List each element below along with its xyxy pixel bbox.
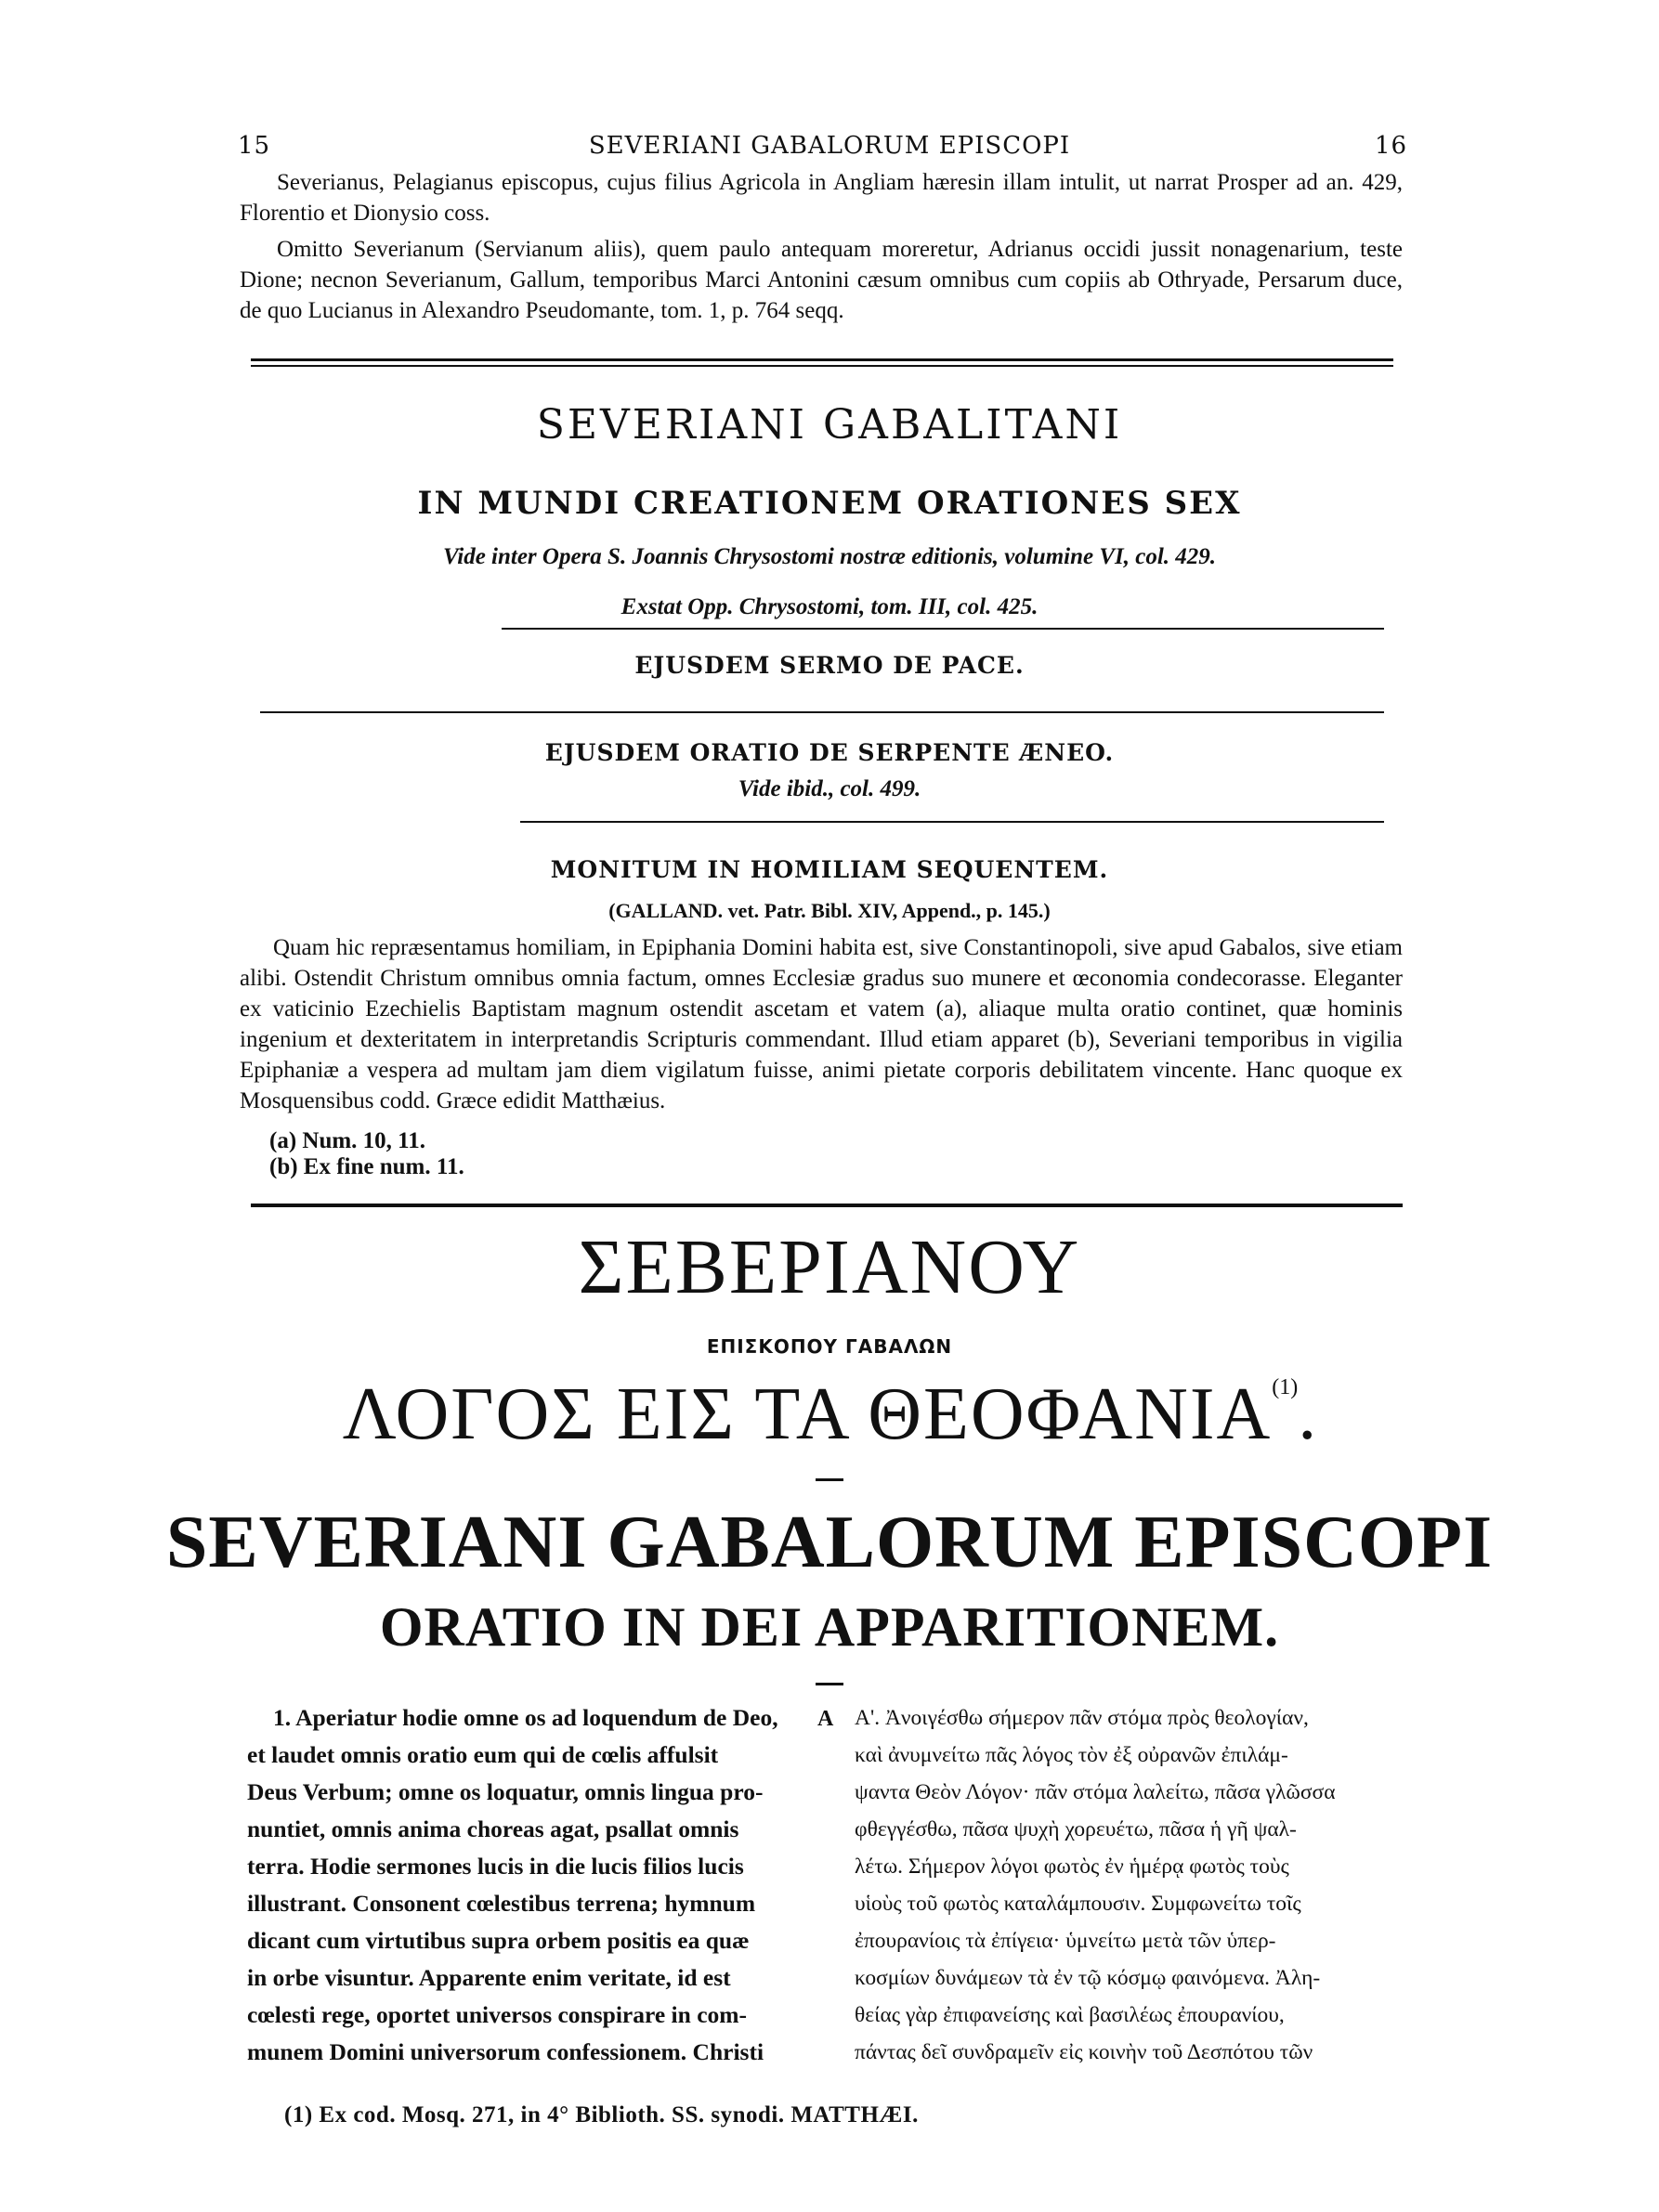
serpente-title: EJUSDEM ORATIO DE SERPENTE ÆNEO. [544, 739, 1115, 766]
greek-line: Α'. Ἀνοιγέσθω σήμερον πᾶν στόμα πρὸς θεολογίαν, [855, 1706, 1309, 1730]
greek-line: θείας γὰρ ἐπιφανείσης καὶ βασιλέως ἐπουρανίου, [855, 2003, 1285, 2027]
greek-column [855, 1699, 1403, 2071]
greek-line: λέτω. Σήμερον λόγοι φωτὸς ἐν ἡμέρᾳ φωτὸς τοὺς [855, 1854, 1289, 1879]
intro-paragraph-2: Omitto Severianum (Servianum aliis), quem paulo antequam moreretur, Adrianus occidi jussit nonagenarium, teste Dione; necnon Severianum, Gallum, temporibus Marci Antonini cæsum omnibus cum copiis ab Othryade, Persarum duce, de quo Lucianus in Alexandro Pseudomante, tom. 1, p. 764 seqq. [240, 237, 1403, 323]
monitum-note-b: (b) Ex fine num. 11. [269, 1154, 464, 1179]
latin-line: 1. Aperiatur hodie omne os ad loquendum de Deo, [273, 1704, 778, 1731]
page-number-right: 16 [1375, 132, 1408, 160]
rule-2 [260, 711, 1384, 713]
greek-see: ΕΠΙΣΚΟΠΟΥ ΓΑΒΑΛΩΝ [706, 1335, 953, 1358]
monitum-title: MONITUM IN HOMILIAM SEQUENTEM. [550, 856, 1109, 883]
double-rule-top-second [251, 365, 1393, 367]
footnote: (1) Ex cod. Mosq. 271, in 4° Biblioth. SS. synodi. MATTHÆI. [284, 2102, 919, 2127]
latin-line: illustrant. Consonent cœlestibus terrena; hymnum [247, 1890, 756, 1917]
monitum-text: Quam hic repræsentamus homiliam, in Epiphania Domini habita est, sive Constantinopoli, sive apud Gabalos, sive etiam alibi. Ostendit Christum omnibus omnia factum, omnes Ecclesiæ gradus suo munere et œconomia condecorasse. Eleganter ex vaticinio Ezechielis Baptistam magnum ostendit ascetam et vatem (a), aliaque multa oratio continet, quæ hominis ingenium et dexteritatem in interpretandis Scripturis commendant. Illud etiam apparet (b), Severiani temporibus in vigilia Epiphaniæ a vespera ad multam jam diem vigilatum fuisse, animi pietate corporis debilitatem vincente. Hanc quoque ex Mosquensibus codd. Græce edidit Matthæius. [240, 935, 1403, 1113]
greek-line: κοσμίων δυνάμεων τὰ ἐν τῷ κόσμῳ φαινόμενα. Ἀλη- [855, 1966, 1321, 1990]
rule-1 [502, 628, 1384, 630]
latin-line: et laudet omnis oratio eum qui de cœlis affulsit [247, 1741, 719, 1768]
dash-1 [816, 1478, 843, 1481]
title-exstat: Exstat Opp. Chrysostomi, tom. III, col. 425. [620, 594, 1039, 619]
serpente-vide: Vide ibid., col. 499. [738, 776, 921, 801]
latin-line: nuntiet, omnis anima choreas agat, psallat omnis [247, 1815, 739, 1842]
monitum-note-a: (a) Num. 10, 11. [269, 1128, 426, 1153]
greek-oration-wrap [0, 1373, 1659, 1457]
latin-line: dicant cum virtutibus supra orbem positis ea quæ [247, 1927, 750, 1954]
latin-line: munem Domini universorum confessionem. Christi [247, 2038, 764, 2065]
dash-2 [816, 1683, 843, 1685]
latin-line: cœlesti rege, oportet universos conspirare in com- [247, 2001, 747, 2028]
running-title: SEVERIANI GABALORUM EPISCOPI [588, 132, 1071, 160]
sermo-de-pace: EJUSDEM SERMO DE PACE. [634, 652, 1025, 679]
latin-line: in orbe visuntur. Apparente enim veritate, id est [247, 1964, 731, 1991]
greek-line: πάντας δεῖ συνδραμεῖν εἰς κοινὴν τοῦ Δεσπότου τῶν [855, 2040, 1313, 2064]
greek-footnote-mark: (1) [1272, 1375, 1299, 1399]
greek-line: υἱοὺς τοῦ φωτὸς καταλάμπουσιν. Συμφωνείτω τοῖς [855, 1892, 1301, 1916]
monitum-source: (GALLAND. vet. Patr. Bibl. XIV, Append., p. 145.) [608, 899, 1051, 922]
latin-title-line-1: SEVERIANI GABALORUM EPISCOPI [165, 1502, 1494, 1583]
greek-line: ἐπουρανίοις τὰ ἐπίγεια· ὑμνείτω μετὰ τῶν ὑπερ- [855, 1929, 1276, 1953]
greek-oration: ΛΟΓΟΣ ΕΙΣ ΤΑ ΘΕΟΦΑΝΙΑ [342, 1373, 1273, 1455]
title-vide: Vide inter Opera S. Joannis Chrysostomi nostræ editionis, volumine VI, col. 429. [442, 544, 1217, 569]
rule-3 [520, 821, 1384, 823]
greek-line: ψαντα Θεὸν Λόγον· πᾶν στόμα λαλείτω, πᾶσα γλῶσσα [855, 1780, 1336, 1804]
title-line-2: IN MUNDI CREATIONEM ORATIONES SEX [417, 485, 1242, 522]
latin-line: terra. Hodie sermones lucis in die lucis filios lucis [247, 1853, 744, 1880]
greek-line: φθεγγέσθω, πᾶσα ψυχὴ χορευέτω, πᾶσα ἡ γῆ ψαλ- [855, 1817, 1297, 1841]
double-rule-top [251, 358, 1393, 361]
greek-oration-period: . [1298, 1373, 1317, 1455]
latin-title-line-2: ORATIO IN DEI APPARITIONEM. [379, 1596, 1280, 1658]
latin-line: Deus Verbum; omne os loquatur, omnis lingua pro- [247, 1778, 764, 1805]
title-line-1: SEVERIANI GABALITANI [536, 401, 1123, 449]
page-number-left: 15 [238, 132, 271, 160]
margin-marker-a: A [817, 1707, 834, 1731]
latin-column [247, 1699, 808, 2071]
rule-4 [251, 1204, 1403, 1207]
greek-author: ΣΕΒΕΡΙΑΝΟΥ [578, 1224, 1081, 1310]
intro-paragraph-1: Severianus, Pelagianus episcopus, cujus filius Agricola in Angliam hæresin illam intulit, ut narrat Prosper ad an. 429, Florentio et Dionysio coss. [240, 170, 1403, 226]
greek-line: καὶ ἀνυμνείτω πᾶς λόγος τὸν ἐξ οὐρανῶν ἐπιλάμ- [855, 1743, 1288, 1767]
